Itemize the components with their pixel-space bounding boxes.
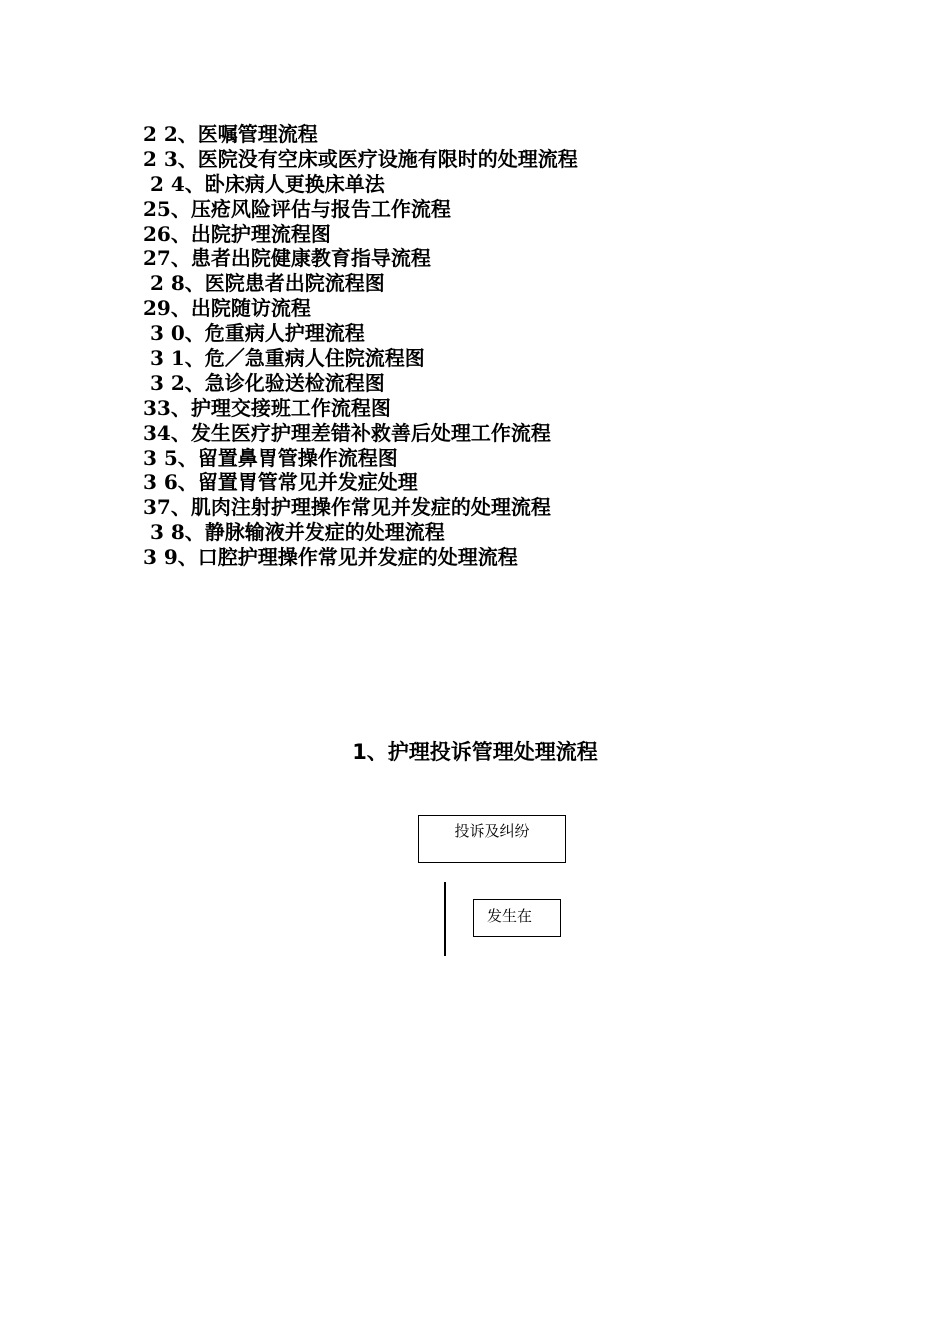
toc-item: 2 2、医嘱管理流程 bbox=[143, 122, 318, 146]
toc-item: 33、护理交接班工作流程图 bbox=[143, 395, 391, 420]
flow-box-complaint: 投诉及纠纷 bbox=[418, 815, 566, 863]
toc-item: 3 8、静脉输液并发症的处理流程 bbox=[143, 520, 445, 545]
toc-item: 3 5、留置鼻胃管操作流程图 bbox=[143, 445, 398, 470]
toc-item: 29、出院随访流程 bbox=[143, 296, 311, 321]
toc-item: 3 6、留置胃管常见并发症处理 bbox=[143, 470, 418, 495]
toc-item: 37、肌肉注射护理操作常见并发症的处理流程 bbox=[143, 495, 551, 520]
toc-item: 2 3、医院没有空床或医疗设施有限时的处理流程 bbox=[143, 146, 578, 171]
toc-item: 3 9、口腔护理操作常见并发症的处理流程 bbox=[143, 545, 518, 570]
toc-item: 34、发生医疗护理差错补救善后处理工作流程 bbox=[143, 420, 551, 445]
toc-item: 25、压疮风险评估与报告工作流程 bbox=[143, 196, 451, 221]
toc-item: 3 0、危重病人护理流程 bbox=[143, 321, 365, 346]
toc-item: 2 4、卧床病人更换床单法 bbox=[143, 171, 385, 196]
table-of-contents bbox=[143, 122, 578, 570]
flow-box-occurrence: 发生在 bbox=[473, 899, 561, 937]
toc-item: 26、出院护理流程图 bbox=[143, 221, 331, 246]
flow-connector-line bbox=[444, 882, 446, 956]
toc-item: 2 8、医院患者出院流程图 bbox=[143, 271, 385, 296]
toc-item: 3 1、危／急重病人住院流程图 bbox=[143, 346, 425, 371]
toc-item: 3 2、急诊化验送检流程图 bbox=[143, 370, 385, 395]
toc-item: 27、患者出院健康教育指导流程 bbox=[143, 246, 431, 271]
section-title: 1、护理投诉管理处理流程 bbox=[352, 740, 598, 764]
